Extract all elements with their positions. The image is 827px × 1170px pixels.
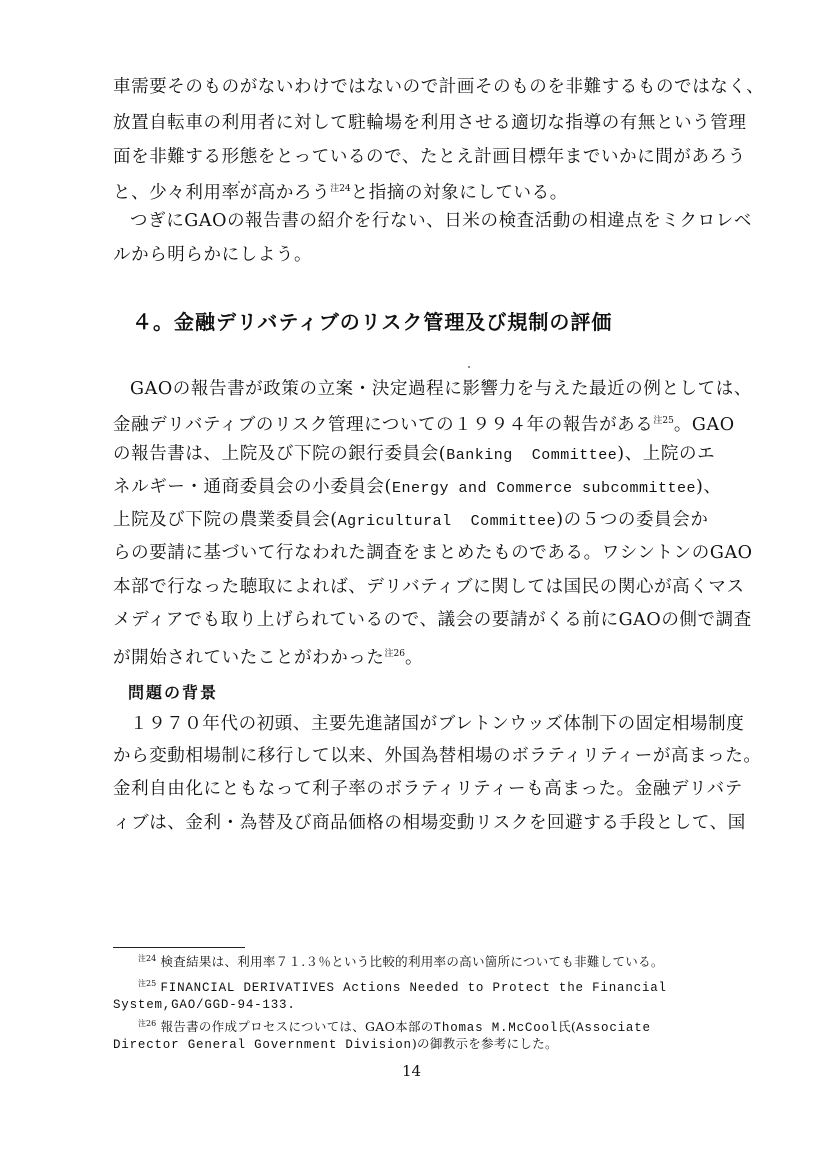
paragraph-3-line-2: から変動相場制に移行して以来、外国為替相場のボラティリティーが高まった。 <box>113 746 762 766</box>
text-run: )の５つの委員会か <box>556 510 709 530</box>
paragraph-1-line-4 <box>113 178 568 204</box>
text-run: と指摘の対象にしている。 <box>350 182 568 203</box>
text-run: の報告書は、上院及び下院の銀行委員会( <box>113 444 447 464</box>
paragraph-3-line-1: １９７０年代の初頭、主要先進諸国がブレトンウッズ体制下の固定相場制度 <box>130 714 745 734</box>
paragraph-3-line-4: ィブは、金利・為替及び商品価格の相場変動リスクを回避する手段として、国 <box>113 813 746 833</box>
footnote-text: System,GAO/GGD-94-133. <box>113 998 296 1012</box>
footnote-mark-24: 注24 <box>138 954 157 963</box>
footnote-text: )の御教示を参考にした。 <box>411 1036 558 1051</box>
text-run: 。 <box>404 647 424 668</box>
paragraph-1-line-6: ルから明らかにしよう。 <box>113 245 313 265</box>
subheading: 問題の背景 <box>128 683 219 702</box>
text-run: )、 <box>695 477 722 497</box>
footnote-text: FINANCIAL DERIVATIVES Actions Needed to Protect the Financial <box>160 981 667 996</box>
paragraph-2-line-9 <box>113 643 423 669</box>
footnote-text-latin: Thomas M.McCool <box>433 1021 559 1036</box>
footnote-ref-26: 注26 <box>384 649 405 659</box>
paragraph-2-line-7: 本部で行なった聴取によれば、デリバティブに関しては国民の関心が高くマス <box>113 577 745 597</box>
footnote-text: 氏( <box>558 1019 577 1035</box>
paragraph-2-line-3 <box>113 443 715 467</box>
footnote-24 <box>138 951 664 970</box>
footnote-25-line-2 <box>113 996 296 1013</box>
scan-speck <box>238 181 240 183</box>
paragraph-1-line-2: 放置自転車の利用者に対して駐輪場を利用させる適切な指導の有無という管理 <box>113 113 747 133</box>
paragraph-1-line-5: つぎにGAOの報告書の紹介を行ない、日米の検査活動の相違点をミクロレベ <box>130 211 752 231</box>
paragraph-1-line-3: 面を非難する形態をとっているので、たとえ計画目標年までいかに間があろう <box>113 147 746 167</box>
paragraph-1-line-1: 車需要そのものがないわけではないので計画そのものを非難するものではなく、 <box>113 77 765 97</box>
paragraph-3-line-3: 金利自由化にともなって利子率のボラティリティーも高まった。金融デリバテ <box>113 779 743 799</box>
text-run-latin: Energy and Commerce subcommittee <box>391 480 696 497</box>
footnote-26-line-2 <box>113 1036 558 1053</box>
paragraph-2-line-6: らの要請に基づいて行なわれた調査をまとめたものである。ワシントンのGAO <box>113 543 753 563</box>
footnote-ref-24: 注24 <box>330 184 351 194</box>
text-run: ネルギー・通商委員会の小委員会( <box>113 477 392 497</box>
section-heading: ４。金融デリバティブのリスク管理及び規制の評価 <box>132 310 613 334</box>
paragraph-2-line-2 <box>113 410 735 436</box>
footnote-text-latin: Director General Government Division <box>113 1038 412 1052</box>
footnote-mark-26: 注26 <box>138 1019 157 1028</box>
text-run-latin: Banking Committee <box>446 447 618 464</box>
text-run: 上院及び下院の農業委員会( <box>113 510 338 530</box>
footnote-text-latin: Associate <box>576 1021 651 1036</box>
page-number: 14 <box>402 1062 422 1080</box>
text-run: 金融デリバティブのリスク管理についての１９９４年の報告がある <box>113 414 654 435</box>
paragraph-2-line-1: GAOの報告書が政策の立案・決定過程に影響力を与えた最近の例としては、 <box>130 379 752 399</box>
footnote-text: 検査結果は、利用率７１.３％という比較的利用率の高い箇所についても非難している。 <box>160 954 664 970</box>
footnote-26-line-1 <box>138 1016 651 1036</box>
paragraph-2-line-8: メディアでも取り上げられているので、議会の要請がくる前にGAOの側で調査 <box>113 610 752 630</box>
footnote-divider <box>113 947 245 948</box>
footnote-25-line-1 <box>138 976 667 996</box>
text-run: と、少々利用率が高かろう <box>113 182 331 203</box>
text-run: 。GAO <box>673 414 735 435</box>
footnote-text: 報告書の作成プロセスについては、GAO本部の <box>160 1019 434 1035</box>
text-run: )、上院のエ <box>617 444 716 464</box>
footnote-mark-25: 注25 <box>138 979 157 988</box>
text-run-latin: Agricultural Committee <box>337 513 557 530</box>
scan-speck <box>468 366 470 368</box>
text-run: が開始されていたことがわかった <box>113 647 385 668</box>
paragraph-2-line-4 <box>113 476 722 500</box>
paragraph-2-line-5 <box>113 509 708 533</box>
footnote-ref-25: 注25 <box>653 416 674 426</box>
